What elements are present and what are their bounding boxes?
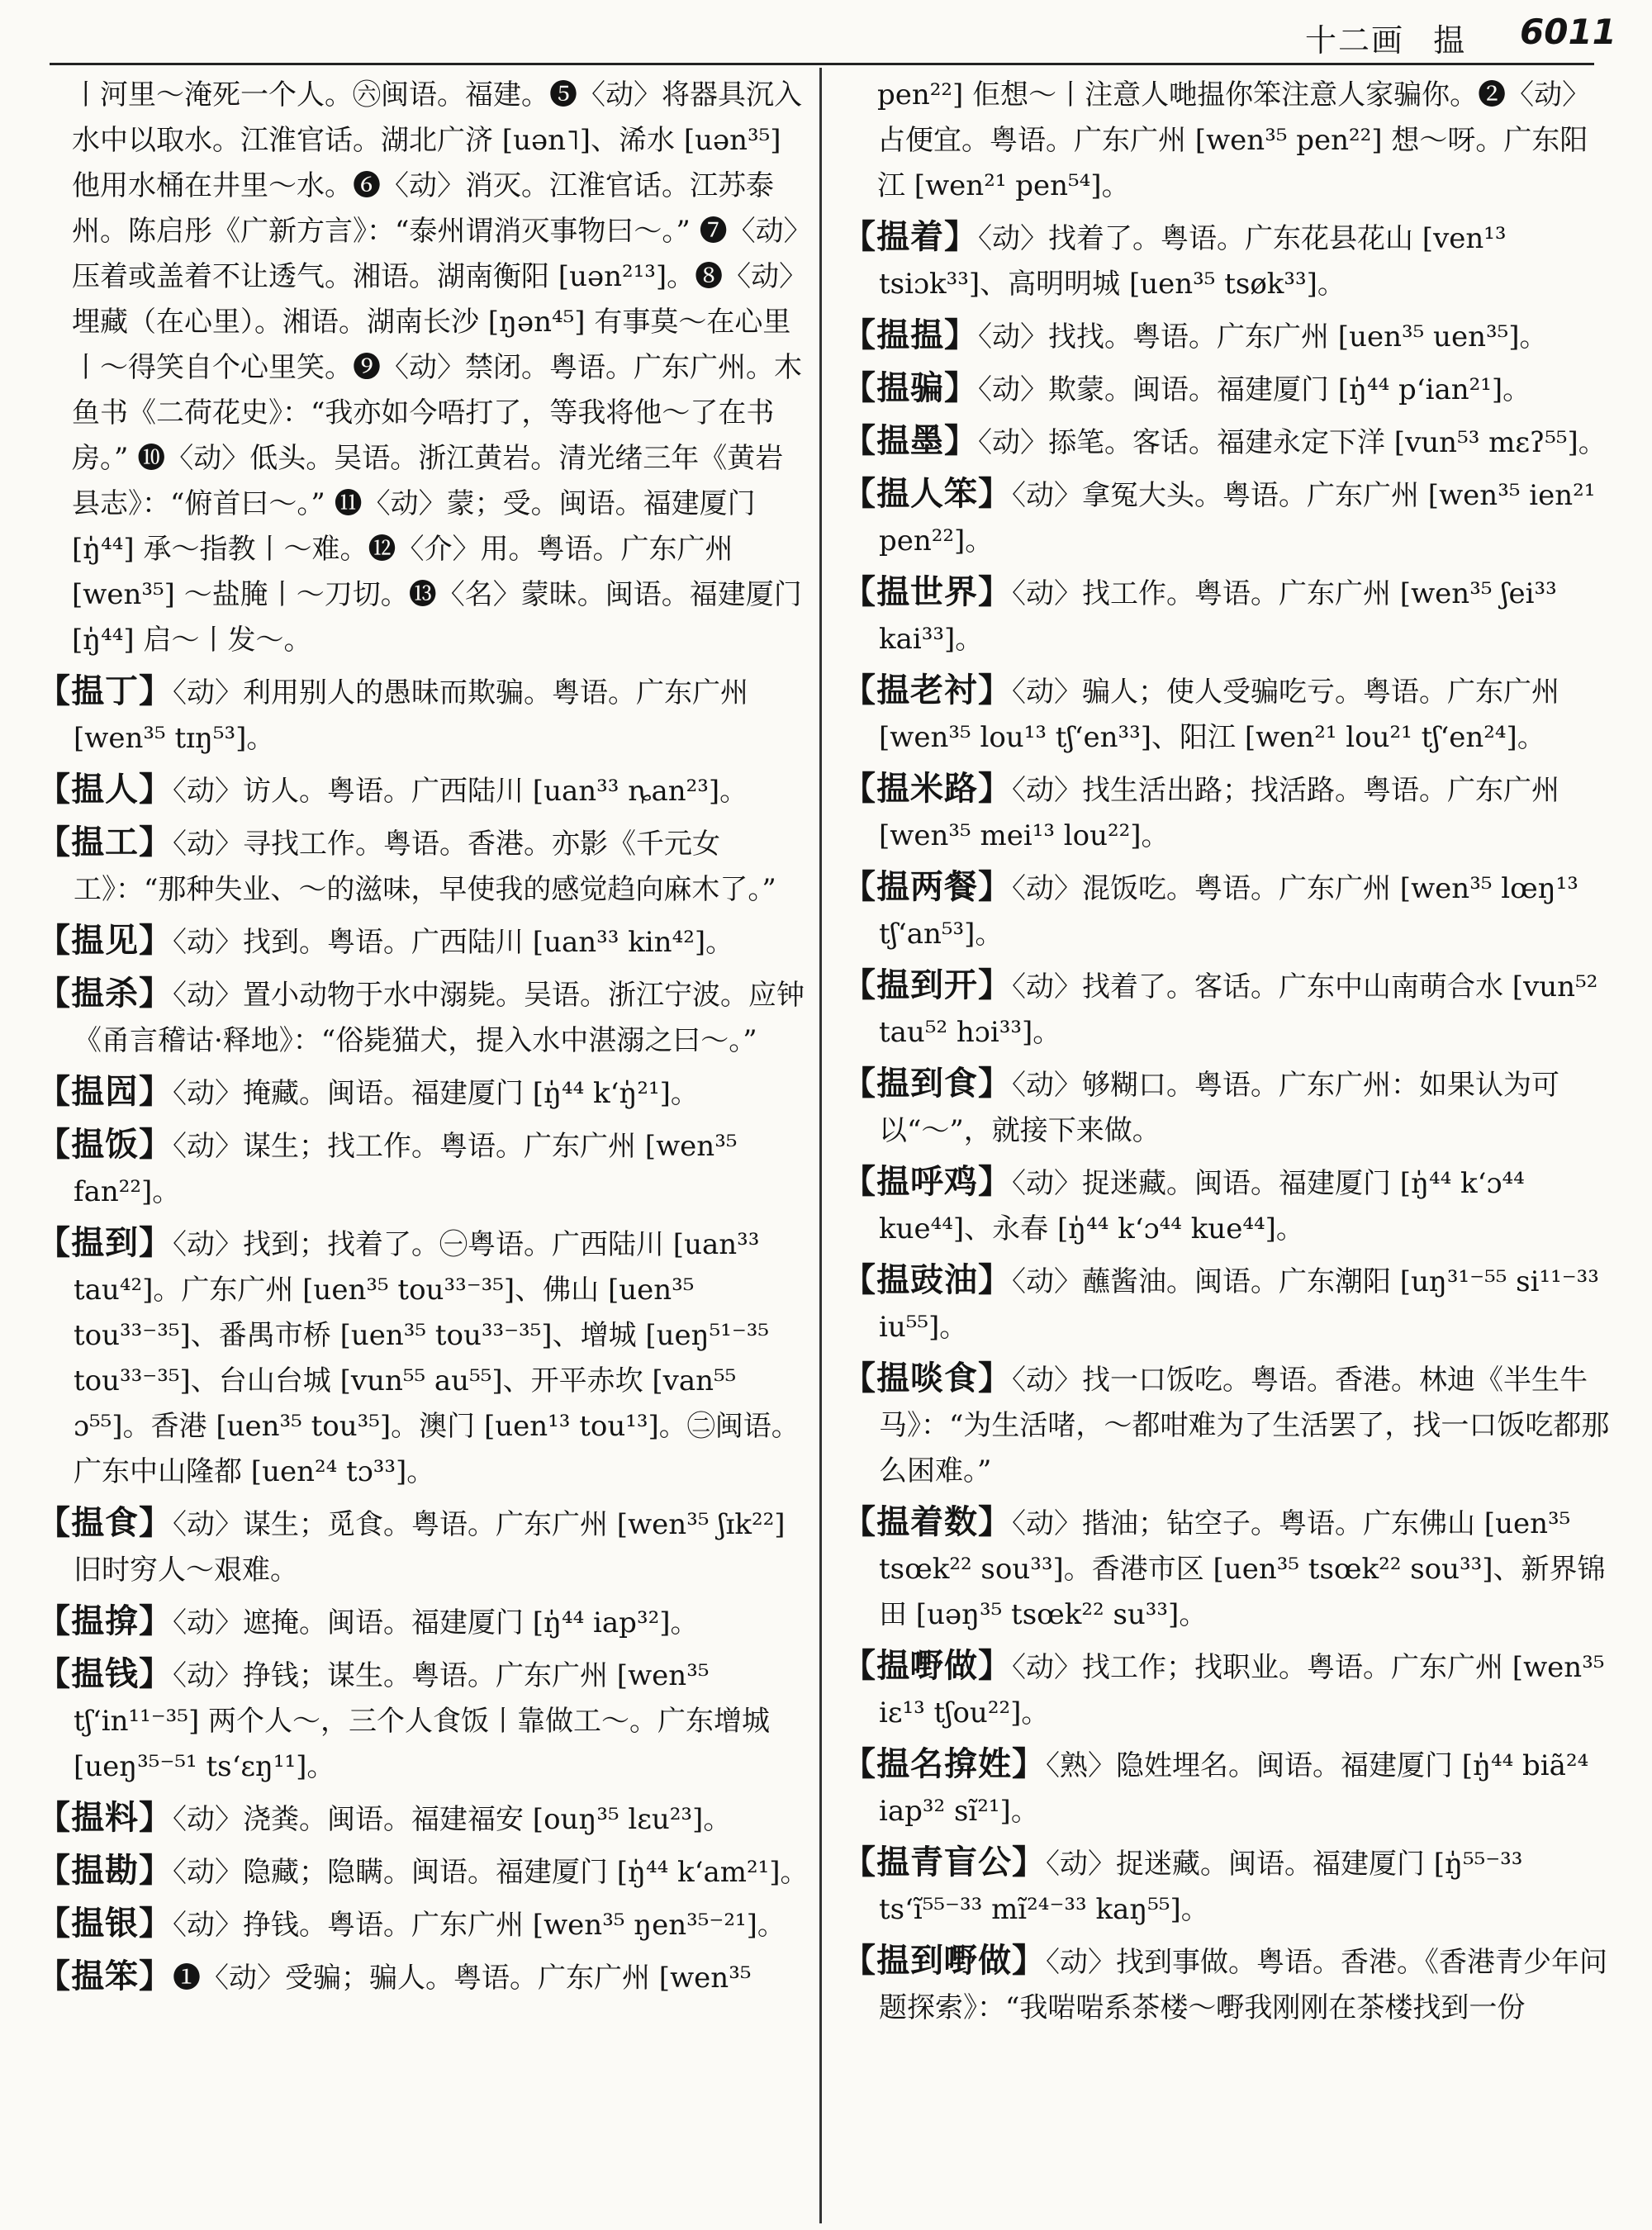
entry-headword: 【揾墨】 <box>843 421 978 460</box>
left-column <box>37 73 809 2006</box>
page-header <box>0 0 1652 66</box>
entry-definition: 〈动〉找到事做。粤语。香港。《香港青少年问题探索》：“我啱啱系茶楼～嘢我刚刚在茶楼找到一份 <box>879 1946 1607 2024</box>
dictionary-entry <box>37 970 809 1064</box>
entry-definition: 〈动〉谋生；找工作。粤语。广东广州 [wen³⁵ fan²²]。 <box>74 1130 738 1208</box>
entry-headword: 【揾青盲公】 <box>843 1843 1046 1881</box>
entry-definition: 〈动〉揩油；钻空子。粤语。广东佛山 [uen³⁵ tsœk²² sou³³]。香港市区 [uen³⁵ tsœk²² sou³³]、新界锦田 [uəŋ³⁵ tsœk²² su³³]。 <box>879 1507 1606 1631</box>
entry-headword: 【揾揜】 <box>37 1601 173 1640</box>
entry-headword: 【揾见】 <box>37 921 173 960</box>
entry-definition: 〈动〉找着了。粤语。广东花县花山 [ven¹³ tsiɔk³³]、高明明城 [uen³⁵ tsøk³³]。 <box>879 222 1507 301</box>
entry-headword: 【揾老衬】 <box>843 671 1012 709</box>
entry-definition: 〈动〉利用别人的愚昧而欺骗。粤语。广东广州 [wen³⁵ tɪŋ⁵³]。 <box>74 676 748 755</box>
dictionary-entry <box>843 1741 1615 1834</box>
dictionary-entry <box>843 1938 1615 2031</box>
section-label: 十二画 <box>1305 22 1405 59</box>
entry-headword: 【揾骗】 <box>843 368 978 407</box>
dictionary-entry <box>37 1122 809 1215</box>
entry-headword: 【揾食】 <box>37 1503 173 1542</box>
entry-definition: 〈动〉找一口饭吃。粤语。香港。林迪《半生牛马》：“为生活啫，～都咁难为了生活罢了，找一口饭吃都那么困难。” <box>879 1364 1610 1487</box>
dictionary-entry <box>37 1651 809 1790</box>
entry-definition: 〈动〉够糊口。粤语。广东广州：如果认为可以“～”，就接下来做。 <box>879 1069 1559 1147</box>
entry-text: 丨河里～淹死一个人。㊅闽语。福建。❺〈动〉将器具沉入水中以取水。江淮官话。湖北广济 [uən˥]、浠水 [uən³⁵] 他用水桶在井里～水。❻〈动〉消灭。江淮官话。江苏泰州。陈启彤《广新方言》：“泰州谓消灭事物曰～。” ❼〈动〉压着或盖着不让透气。湘语。湖南衡阳 [uən²¹³]。❽〈动〉埋藏（在心里）。湘语。湖南长沙 [ŋən⁴⁵] 有事莫～在心里丨～得笑自个心里笑。❾〈动〉禁闭。粤语。广东广州。木鱼书《二荷花史》：“我亦如今唔打了，等我将他～了在书房。” ❿〈动〉低头。吴语。浙江黄岩。清光绪三年《黄岩县志》：“俯首曰～。” ⓫〈动〉蒙；受。闽语。福建厦门 [ŋ̍⁴⁴] 承～指教丨～难。⓬〈介〉用。粤语。广东广州 [wen³⁵] ～盐腌丨～刀切。⓭〈名〉蒙昧。闽语。福建厦门 [ŋ̍⁴⁴] 启～丨发～。 <box>72 78 808 657</box>
entry-headword: 【揾着】 <box>843 217 978 256</box>
entry-headword: 【揾豉油】 <box>843 1260 1012 1299</box>
entry-headword: 【揾啖食】 <box>843 1359 1012 1397</box>
dictionary-entry <box>843 418 1615 466</box>
dictionary-entry <box>843 962 1615 1056</box>
right-column <box>843 73 1615 2036</box>
entry-definition: 〈动〉浇粪。闽语。福建福安 [ouŋ³⁵ lɛu²³]。 <box>173 1803 732 1836</box>
dictionary-entry <box>37 1795 809 1843</box>
entry-definition: 〈动〉找找。粤语。广东广州 [uen³⁵ uen³⁵]。 <box>978 320 1548 353</box>
entry-definition: 〈动〉骗人；使人受骗吃亏。粤语。广东广州 [wen³⁵ lou¹³ tʃ‘en³³]、阳江 [wen²¹ lou²¹ tʃ‘en²⁴]。 <box>879 676 1559 754</box>
entry-definition: 〈动〉拿冤大头。粤语。广东广州 [wen³⁵ ien²¹ pen²²]。 <box>879 479 1596 558</box>
entry-headword: 【揾到食】 <box>843 1064 1012 1103</box>
entry-definition: 〈动〉捉迷藏。闽语。福建厦门 [ŋ̍⁴⁴ k‘ɔ⁴⁴ kue⁴⁴]、永春 [ŋ̍⁴⁴ k‘ɔ⁴⁴ kue⁴⁴]。 <box>879 1167 1525 1245</box>
entry-headword: 【揾钱】 <box>37 1654 173 1693</box>
dictionary-entry <box>843 1499 1615 1638</box>
entry-definition: 〈动〉捉迷藏。闽语。福建厦门 [ŋ̍⁵⁵⁻³³ ts‘ĩ⁵⁵⁻³³ mĩ²⁴⁻³³ kaŋ⁵⁵]。 <box>879 1848 1523 1926</box>
entry-definition: 〈动〉找到；找着了。㊀粤语。广西陆川 [uan³³ tau⁴²]。广东广州 [uen³⁵ tou³³⁻³⁵]、佛山 [uen³⁵ tou³³⁻³⁵]、番禺市桥 [uen³⁵ tou³³⁻³⁵]、增城 [ueŋ⁵¹⁻³⁵ tou³³⁻³⁵]、台山台城 [vun⁵⁵ au⁵⁵]、开平赤坎 [van⁵⁵ ɔ⁵⁵]。香港 [uen³⁵ tou³⁵]。澳门 [uen¹³ tou¹³]。㊁闽语。广东中山隆都 [uen²⁴ tɔ³³]。 <box>74 1228 800 1488</box>
entry-continuation <box>37 73 809 663</box>
dictionary-entry <box>37 1900 809 1948</box>
entry-definition: 〈动〉找工作。粤语。广东广州 [wen³⁵ ʃei³³ kai³³]。 <box>879 577 1557 656</box>
dictionary-entry <box>843 312 1615 360</box>
entry-headword: 【揾工】 <box>37 823 173 861</box>
entry-definition: 〈动〉找生活出路；找活路。粤语。广东广州 [wen³⁵ mei¹³ lou²²]。 <box>879 774 1559 852</box>
entry-definition: 〈熟〉隐姓埋名。闽语。福建厦门 [ŋ̍⁴⁴ biã²⁴ iap³² sĩ²¹]。 <box>879 1749 1589 1828</box>
entry-continuation <box>843 73 1615 209</box>
entry-headword: 【揾人】 <box>37 770 173 809</box>
entry-headword: 【揾着数】 <box>843 1502 1012 1541</box>
entry-headword: 【揾人笨】 <box>843 474 1012 513</box>
dictionary-entry <box>37 1598 809 1646</box>
dictionary-entry <box>843 365 1615 413</box>
entry-definition: 〈动〉挣钱。粤语。广东广州 [wen³⁵ ŋen³⁵⁻²¹]。 <box>173 1909 786 1942</box>
entry-headword: 【揾到开】 <box>843 966 1012 1004</box>
entry-headword: 【揾到】 <box>37 1223 173 1262</box>
dictionary-entry <box>843 1159 1615 1252</box>
entry-headword: 【揾勘】 <box>37 1851 173 1890</box>
entry-definition: 〈动〉谋生；觅食。粤语。广东广州 [wen³⁵ ʃɪk²²] 旧时穷人～艰难。 <box>74 1508 786 1587</box>
entry-definition: 〈动〉找着了。客话。广东中山南萌合水 [vun⁵² tau⁵² hɔi³³]。 <box>879 970 1598 1049</box>
dictionary-entry <box>843 214 1615 307</box>
entry-definition: 〈动〉蘸酱油。闽语。广东潮阳 [uŋ³¹⁻⁵⁵ si¹¹⁻³³ iu⁵⁵]。 <box>879 1265 1599 1344</box>
dictionary-entry <box>37 819 809 913</box>
entry-headword: 【揾呼鸡】 <box>843 1162 1012 1201</box>
dictionary-entry <box>843 1257 1615 1350</box>
entry-definition: 〈动〉寻找工作。粤语。香港。亦影《千元女工》：“那种失业、～的滋味，早使我的感觉趋向麻木了。” <box>74 828 776 906</box>
entry-headword: 【揾两餐】 <box>843 867 1012 906</box>
dictionary-entry <box>37 766 809 814</box>
column-divider <box>819 68 822 2223</box>
dictionary-entry <box>843 667 1615 761</box>
dictionary-entry <box>843 864 1615 957</box>
dictionary-entry <box>843 471 1615 564</box>
entry-headword: 【揾名揜姓】 <box>843 1744 1046 1783</box>
dictionary-entry <box>37 1069 809 1117</box>
entry-headword: 【揾囥】 <box>37 1072 173 1111</box>
entry-definition: 〈动〉隐藏；隐瞒。闽语。福建厦门 [ŋ̍⁴⁴ k‘am²¹]。 <box>173 1856 809 1889</box>
entry-headword: 【揾丁】 <box>37 671 173 710</box>
dictionary-entry <box>37 1500 809 1593</box>
index-character: 揾 <box>1433 22 1465 59</box>
dictionary-entry <box>37 1220 809 1495</box>
dictionary-entry <box>843 1355 1615 1494</box>
entry-headword: 【揾杀】 <box>37 974 173 1013</box>
dictionary-entry <box>843 1643 1615 1736</box>
entry-definition: 〈动〉掩藏。闽语。福建厦门 [ŋ̍⁴⁴ k‘ŋ̍²¹]。 <box>173 1077 699 1110</box>
entry-headword: 【揾米路】 <box>843 769 1012 808</box>
dictionary-entry <box>843 569 1615 662</box>
dictionary-entry <box>37 918 809 966</box>
dictionary-entry <box>843 1839 1615 1933</box>
entry-definition: 〈动〉欺蒙。闽语。福建厦门 [ŋ̍⁴⁴ p‘ian²¹]。 <box>978 373 1531 406</box>
dictionary-entry <box>37 1848 809 1896</box>
entry-definition: 〈动〉访人。粤语。广西陆川 [uan³³ ȵan²³]。 <box>173 775 748 808</box>
page-number: 6011 <box>1520 12 1616 52</box>
header-rule <box>50 63 1594 65</box>
entry-headword: 【揾料】 <box>37 1798 173 1837</box>
entry-headword: 【揾银】 <box>37 1904 173 1943</box>
entry-text: pen²²] 佢想～丨注意人哋揾你笨注意人家骗你。❷〈动〉占便宜。粤语。广东广州 [wen³⁵ pen²²] 想～呀。广东阳江 [wen²¹ pen⁵⁴]。 <box>877 78 1591 202</box>
dictionary-entry <box>843 766 1615 859</box>
entry-headword: 【揾笨】 <box>37 1957 173 1995</box>
dictionary-entry <box>37 1953 809 2001</box>
entry-headword: 【揾世界】 <box>843 572 1012 611</box>
entry-headword: 【揾到嘢做】 <box>843 1941 1046 1980</box>
entry-definition: 〈动〉混饭吃。粤语。广东广州 [wen³⁵ lœŋ¹³ tʃ‘an⁵³]。 <box>879 872 1578 951</box>
entry-headword: 【揾嘢做】 <box>843 1646 1012 1685</box>
entry-definition: 〈动〉掭笔。客话。福建永定下洋 [vun⁵³ mɛʔ⁵⁵]。 <box>978 426 1607 459</box>
entry-definition: 〈动〉找工作；找职业。粤语。广东广州 [wen³⁵ iɛ¹³ tʃou²²]。 <box>879 1651 1605 1729</box>
entry-definition: 〈动〉挣钱；谋生。粤语。广东广州 [wen³⁵ tʃ‘in¹¹⁻³⁵] 两个人～，三个人食饭丨靠做工～。广东增城 [ueŋ³⁵⁻⁵¹ ts‘ɛŋ¹¹]。 <box>74 1659 771 1783</box>
entry-definition: 〈动〉找到。粤语。广西陆川 [uan³³ kin⁴²]。 <box>173 926 734 959</box>
entry-headword: 【揾揾】 <box>843 316 978 354</box>
entry-definition: ❶〈动〉受骗；骗人。粤语。广东广州 [wen³⁵ <box>173 1962 752 1995</box>
entry-definition: 〈动〉遮掩。闽语。福建厦门 [ŋ̍⁴⁴ iap³²]。 <box>173 1606 699 1639</box>
entry-headword: 【揾饭】 <box>37 1125 173 1164</box>
dictionary-entry <box>37 668 809 762</box>
dictionary-entry <box>843 1060 1615 1154</box>
entry-definition: 〈动〉置小动物于水中溺毙。吴语。浙江宁波。应钟《甬言稽诂·释地》：“俗毙猫犬，提入水中湛溺之曰～。” <box>74 979 805 1057</box>
